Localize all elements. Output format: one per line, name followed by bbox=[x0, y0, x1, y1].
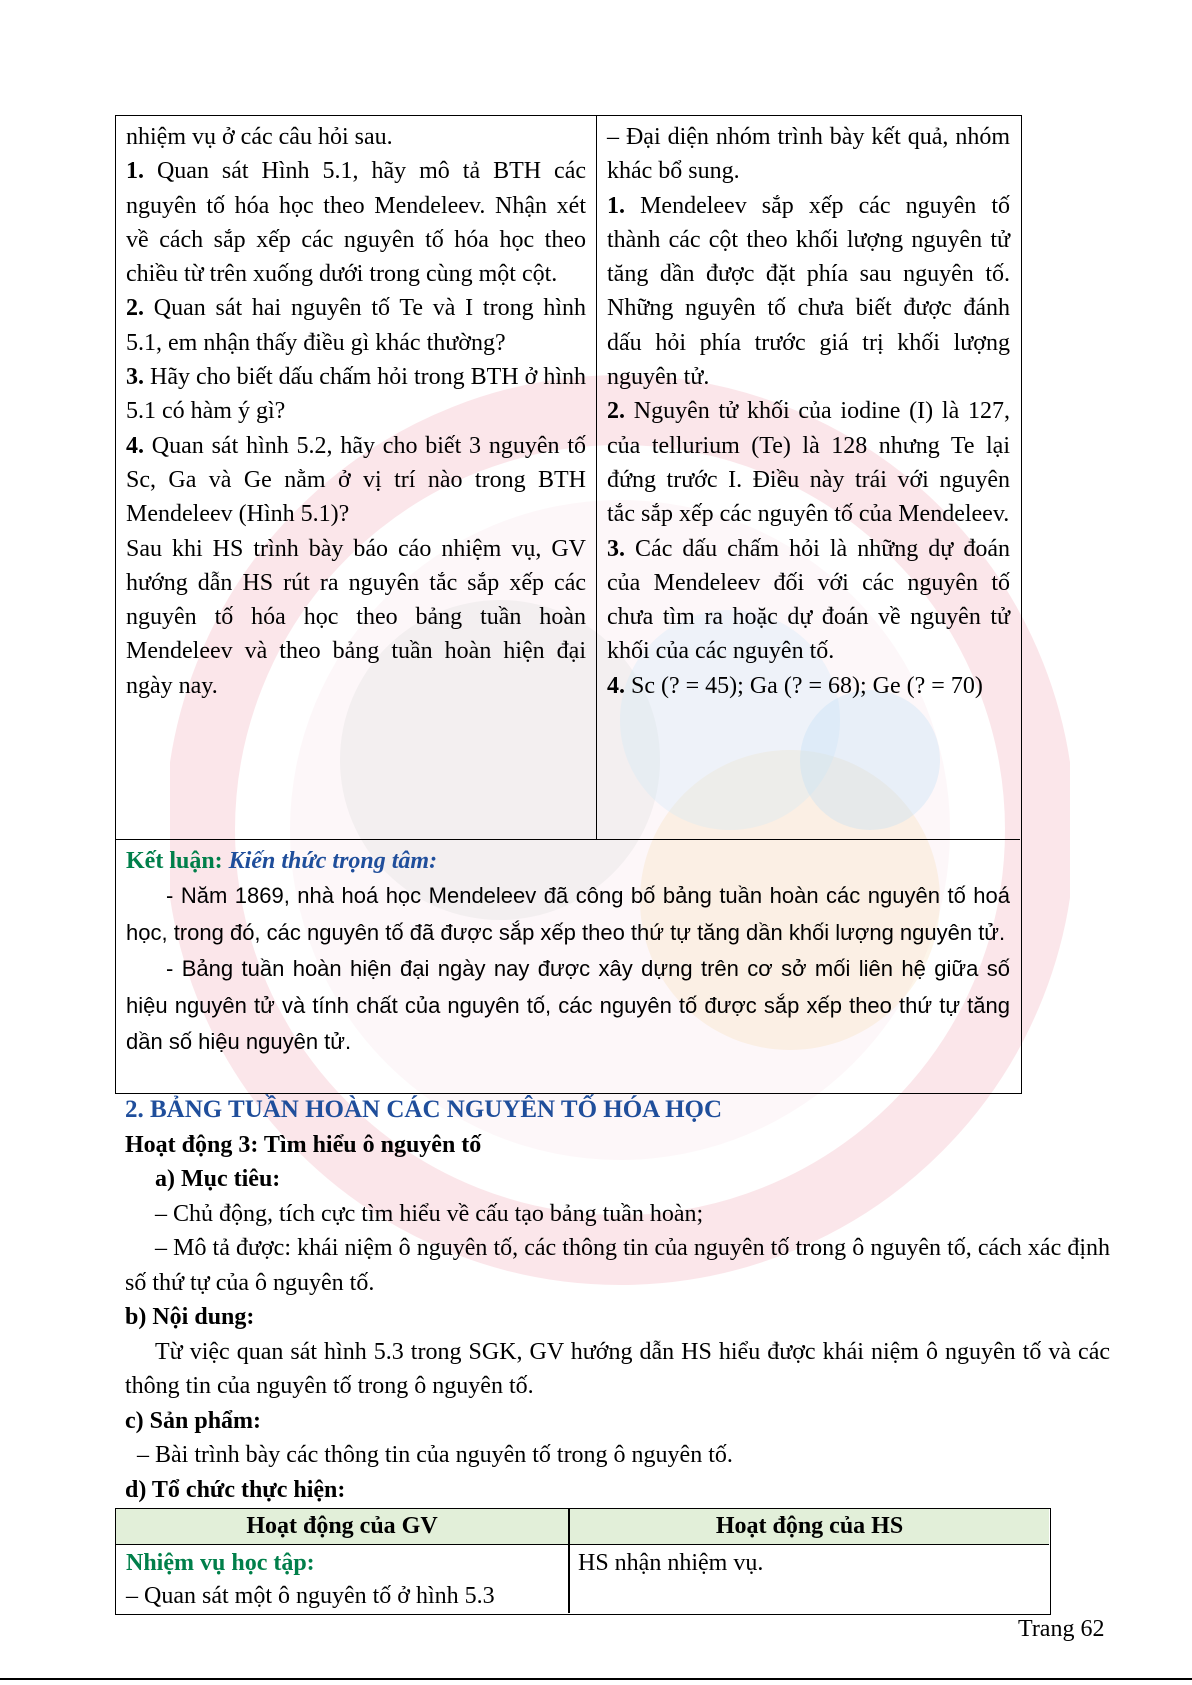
left-line-0: nhiệm vụ ở các câu hỏi sau. bbox=[126, 124, 393, 150]
right-answer-4: 4. Sc (? = 45); Ga (? = 68); Ge (? = 70) bbox=[607, 672, 983, 699]
activity-table-continued bbox=[115, 115, 1022, 1094]
teacher-text: – Quan sát một ô nguyên tố ở hình 5.3 bbox=[126, 1583, 495, 1609]
task-label: Nhiệm vụ học tập: bbox=[126, 1550, 315, 1576]
product-text: – Bài trình bày các thông tin của nguyên tố trong ô nguyên tố. bbox=[137, 1442, 733, 1468]
activity-heading: Hoạt động 3: Tìm hiểu ô nguyên tố bbox=[125, 1131, 482, 1158]
footer-rule bbox=[0, 1678, 1192, 1680]
objective-item-2: – Mô tả được: khái niệm ô nguyên tố, các thông tin của nguyên tố trong ô nguyên tố, cách xác định số thứ tự của ô nguyên tố. bbox=[125, 1235, 1110, 1296]
left-question-3: 3. Hãy cho biết dấu chấm hỏi trong BTH ở hình 5.1 có hàm ý gì? bbox=[126, 364, 586, 425]
objectives-label: a) Mục tiêu: bbox=[155, 1166, 281, 1192]
table-divider bbox=[568, 1509, 570, 1613]
header-student: Hoạt động của HS bbox=[715, 1513, 904, 1539]
teacher-activity-cell bbox=[116, 116, 597, 839]
left-question-2: 2. Quan sát hai nguyên tố Te và I trong hình 5.1, em nhận thấy điều gì khác thường? bbox=[126, 295, 586, 356]
content-label: b) Nội dung: bbox=[125, 1304, 255, 1330]
teacher-cell bbox=[126, 1547, 558, 1613]
conclusion-cell bbox=[116, 839, 1020, 1092]
product-label: c) Sản phẩm: bbox=[125, 1407, 262, 1434]
page-number: Trang 62 bbox=[1018, 1616, 1105, 1642]
right-answer-2: 2. Nguyên tử khối của iodine (I) là 127, của tellurium (Te) là 128 nhưng Te lại đứng trước I. Điều này trái với nguyên tắc sắp xếp các nguyên tố của Mendeleev. bbox=[607, 398, 1010, 528]
section-title: 2. BẢNG TUẦN HOÀN CÁC NGUYÊN TỐ HÓA HỌC bbox=[125, 1096, 723, 1123]
activity-table bbox=[115, 1508, 1051, 1615]
left-question-4: 4. Quan sát hình 5.2, hãy cho biết 3 nguyên tố Sc, Ga và Ge nằm ở vị trí nào trong BTH Mendeleev (Hình 5.1)? bbox=[126, 432, 586, 528]
table-header-row bbox=[116, 1509, 1049, 1545]
right-line-0: – Đại diện nhóm trình bày kết quả, nhóm khác bổ sung. bbox=[607, 124, 1010, 185]
left-guidance: Sau khi HS trình bày báo cáo nhiệm vụ, GV hướng dẫn HS rút ra nguyên tắc sắp xếp các nguyên tố hóa học theo bảng tuần hoàn Mendeleev và theo bảng tuần hoàn hiện đại ngày nay. bbox=[126, 535, 586, 699]
section-periodic-table bbox=[125, 1093, 1110, 1507]
student-cell: HS nhận nhiệm vụ. bbox=[578, 1550, 764, 1576]
conclusion-paragraph-2: - Bảng tuần hoàn hiện đại ngày nay được xây dựng trên cơ sở mối liên hệ giữa số hiệu nguyên tử và tính chất của nguyên tố, các nguyên tố được sắp xếp theo thứ tự tăng dần số hiệu nguyên tử. bbox=[126, 956, 1010, 1054]
conclusion-heading: Kết luận: Kiến thức trọng tâm: bbox=[126, 848, 438, 874]
content-text: Từ việc quan sát hình 5.3 trong SGK, GV hướng dẫn HS hiểu được khái niệm ô nguyên tố và các thông tin của nguyên tố trong ô nguyên tố. bbox=[125, 1338, 1110, 1399]
objective-item-1: – Chủ động, tích cực tìm hiểu về cấu tạo bảng tuần hoàn; bbox=[155, 1200, 704, 1227]
left-question-1: 1. Quan sát Hình 5.1, hãy mô tả BTH các nguyên tố hóa học theo Mendeleev. Nhận xét về cách sắp xếp các nguyên tố hóa học theo chiều từ trên xuống dưới trong cùng một cột. bbox=[126, 158, 586, 288]
conclusion-paragraph-1: - Năm 1869, nhà hoá học Mendeleev đã công bố bảng tuần hoàn các nguyên tố hoá học, trong đó, các nguyên tố đã được sắp xếp theo thứ tự tăng dần khối lượng nguyên tử. bbox=[126, 883, 1010, 945]
header-teacher: Hoạt động của GV bbox=[246, 1513, 438, 1539]
student-activity-cell bbox=[597, 116, 1020, 839]
right-answer-1: 1. Mendeleev sắp xếp các nguyên tố thành các cột theo khối lượng nguyên tử tăng dần được đặt phía sau nguyên tố. Những nguyên tố chưa biết được đánh dấu hỏi phía trước giá trị khối lượng nguyên tử. bbox=[607, 192, 1010, 391]
right-answer-3: 3. Các dấu chấm hỏi là những dự đoán của Mendeleev đối với các nguyên tố chưa tìm ra hoặc dự đoán về nguyên tử khối của các nguyên tố. bbox=[607, 535, 1010, 665]
organization-label: d) Tổ chức thực hiện: bbox=[125, 1476, 346, 1503]
